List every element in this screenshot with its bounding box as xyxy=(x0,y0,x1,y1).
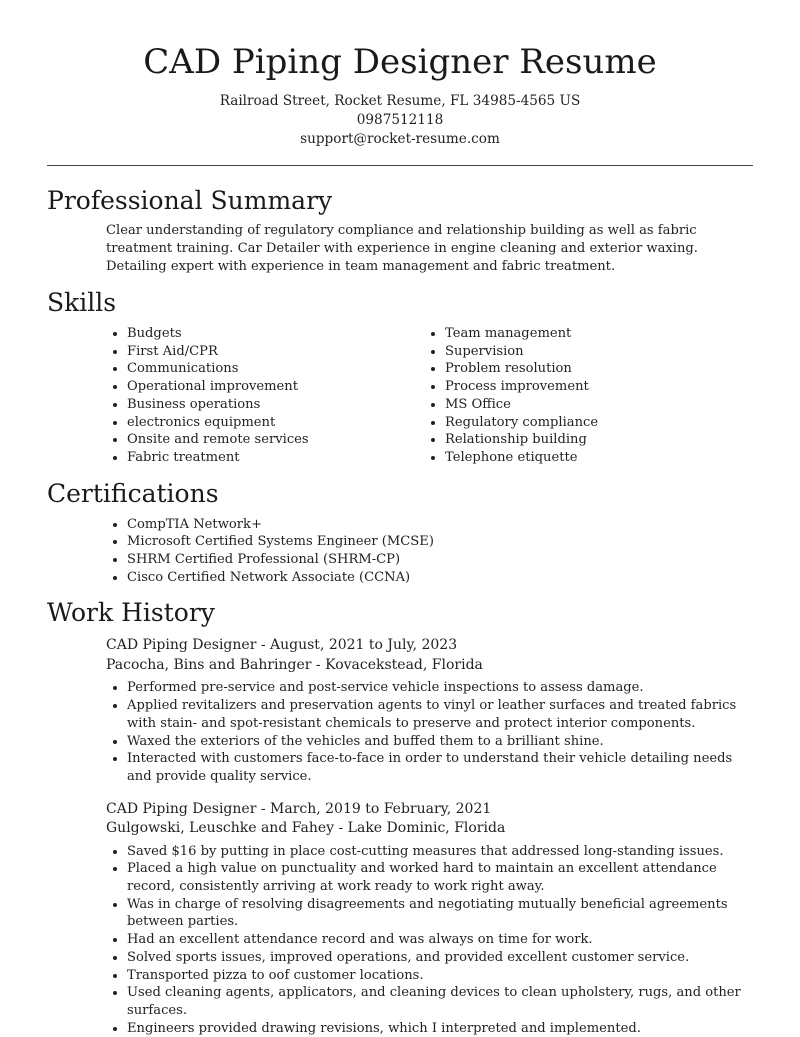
certification-item: • Cisco Certified Network Associate (CCNA) xyxy=(127,569,753,587)
skill-item: • Process improvement xyxy=(445,378,753,396)
job-duty-item: • Applied revitalizers and preservation agents to vinyl or leather surfaces and treated fabrics with stain- and spot-resistant chemicals to preserve and protect interior components. xyxy=(127,697,753,732)
certification-item: • Microsoft Certified Systems Engineer (MCSE) xyxy=(127,533,753,551)
skill-item: • Communications xyxy=(127,360,365,378)
job-duty-item: • Was in charge of resolving disagreements and negotiating mutually beneficial agreements between parties. xyxy=(127,896,753,931)
job-duty-item: • Had an excellent attendance record and was always on time for work. xyxy=(127,931,753,949)
skill-item: • Budgets xyxy=(127,325,365,343)
page-title: CAD Piping Designer Resume xyxy=(143,42,657,82)
summary-text: Clear understanding of regulatory compliance and relationship building as well as fabric treatment training. Car Detailer with experience in engine cleaning and exterior waxing. Detailing expert with experience in team management and fabric treatment. xyxy=(106,223,698,274)
resume-page xyxy=(47,40,753,1037)
job-duty-item: • Performed pre-service and post-service vehicle inspections to assess damage. xyxy=(127,679,753,697)
skill-item: • Regulatory compliance xyxy=(445,414,753,432)
work-history-list xyxy=(47,636,753,1037)
contact-email: support@rocket-resume.com xyxy=(300,131,500,147)
contact-phone: 0987512118 xyxy=(356,112,444,128)
job-duty-item: • Used cleaning agents, applicators, and cleaning devices to clean upholstery, rugs, and other surfaces. xyxy=(127,984,753,1019)
skill-item: • Business operations xyxy=(127,396,365,414)
job-duties-list xyxy=(106,843,753,1037)
skill-item: • Supervision xyxy=(445,343,753,361)
certification-item: • SHRM Certified Professional (SHRM-CP) xyxy=(127,551,753,569)
job-duty-item: • Saved $16 by putting in place cost-cutting measures that addressed long-standing issues. xyxy=(127,843,753,861)
contact-block xyxy=(47,92,753,149)
skills-heading: Skills xyxy=(47,288,117,317)
certifications-heading: Certifications xyxy=(47,478,219,508)
certification-item: • CompTIA Network+ xyxy=(127,516,753,534)
job-duty-item: • Engineers provided drawing revisions, which I interpreted and implemented. xyxy=(127,1020,753,1037)
job-duty-item: • Interacted with customers face-to-face in order to understand their vehicle detailing needs and provide quality service. xyxy=(127,750,753,785)
skills-column-right xyxy=(365,325,753,467)
skill-item: • Telephone etiquette xyxy=(445,449,753,467)
skill-item: • Problem resolution xyxy=(445,360,753,378)
job-company-location: Gulgowski, Leuschke and Fahey - Lake Dominic, Florida xyxy=(106,820,506,837)
skill-item: • Relationship building xyxy=(445,431,753,449)
job-title-dates: CAD Piping Designer - August, 2021 to July, 2023 xyxy=(106,637,458,654)
contact-address: Railroad Street, Rocket Resume, FL 34985-4565 US xyxy=(219,93,581,109)
job-entry xyxy=(106,636,753,785)
skill-item: • Team management xyxy=(445,325,753,343)
job-duty-item: • Waxed the exteriors of the vehicles and buffed them to a brilliant shine. xyxy=(127,733,753,751)
job-company-location: Pacocha, Bins and Bahringer - Kovacekstead, Florida xyxy=(106,656,483,673)
skill-item: • MS Office xyxy=(445,396,753,414)
job-duty-item: • Solved sports issues, improved operations, and provided excellent customer service. xyxy=(127,949,753,967)
job-entry xyxy=(106,800,753,1037)
skill-item: • Operational improvement xyxy=(127,378,365,396)
summary-heading: Professional Summary xyxy=(47,186,333,215)
skill-item: • Onsite and remote services xyxy=(127,431,365,449)
job-duty-item: • Transported pizza to oof customer locations. xyxy=(127,967,753,985)
job-title-dates: CAD Piping Designer - March, 2019 to February, 2021 xyxy=(106,800,492,817)
skills-column-left xyxy=(47,325,365,467)
skill-item: • First Aid/CPR xyxy=(127,343,365,361)
job-duty-item: • Placed a high value on punctuality and worked hard to maintain an excellent attendance record, consistently arriving at work ready to work right away. xyxy=(127,860,753,895)
work-history-heading: Work History xyxy=(47,598,215,628)
skill-item: • electronics equipment xyxy=(127,414,365,432)
skill-item: • Fabric treatment xyxy=(127,449,365,467)
skills-list xyxy=(47,325,753,467)
job-duties-list xyxy=(106,679,753,785)
certifications-list xyxy=(47,516,753,587)
header-divider xyxy=(47,165,753,166)
